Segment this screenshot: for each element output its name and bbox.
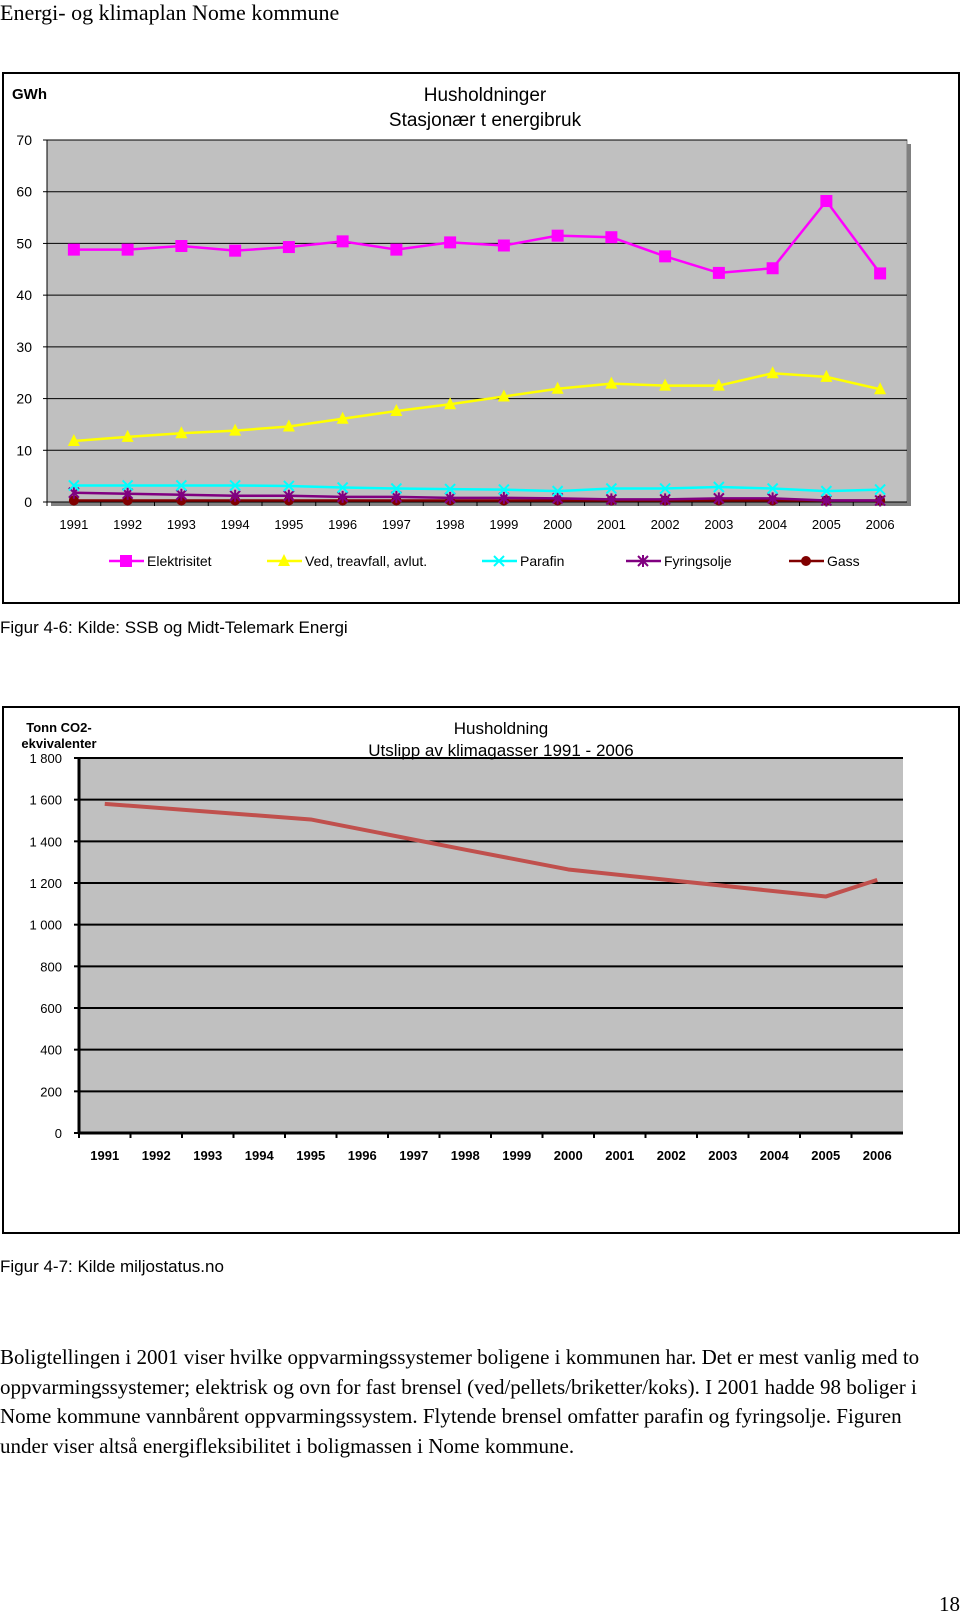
document-header: Energi- og klimaplan Nome kommune [0,0,340,25]
y-tick-label: 1 800 [29,751,62,766]
figure-caption-4-6: Figur 4-6: Kilde: SSB og Midt-Telemark Energi [0,618,348,637]
x-tick-label: 1994 [220,517,250,532]
chart-title: Husholdninger [423,85,547,106]
legend-item [626,553,732,569]
data-point [337,235,349,247]
chart-title: Husholdning [453,719,549,738]
y-tick-label: 600 [40,1001,62,1016]
body-paragraph: Boligtellingen i 2001 viser hvilke oppvarmingssystemer boligene i kommunen har. Det er mest vanlig med to oppvarmingssystemer; elektrisk og ovn for fast brensel (ved/pellets/briketter/koks). I 2001 hadde 98 boliger i Nome kommune vannbårent oppvarmingssystem. Flytende brensel omfatter parafin og fyringsolje. Figuren under viser altså energifleksibilitet i boligmassen i Nome kommune. [0,1345,920,1458]
x-tick-label: 1998 [435,517,465,532]
x-tick-label: 1996 [328,517,358,532]
y-tick-label: 10 [16,442,32,459]
x-tick-label: 1993 [166,517,196,532]
chart-emissions [2,706,960,1234]
y-tick-label: 0 [54,1126,62,1141]
x-tick-label: 2003 [708,1148,738,1163]
x-tick-label: 1998 [450,1148,480,1163]
figure-caption-4-7: Figur 4-7: Kilde miljostatus.no [0,1257,224,1276]
y-tick-label: 30 [16,338,32,355]
data-point [229,245,241,257]
legend-item [482,553,564,569]
x-tick-label: 1995 [274,517,304,532]
x-tick-label: 2006 [862,1148,892,1163]
legend-label: Elektrisitet [147,553,212,569]
legend-item [267,553,427,569]
x-tick-label: 1991 [90,1148,120,1163]
legend-label: Ved, treavfall, avlut. [305,553,428,569]
y-axis-label: GWh [12,86,47,103]
data-point [68,244,80,256]
x-tick-label: 1996 [347,1148,377,1163]
x-tick-label: 2001 [596,517,626,532]
y-tick-label: 40 [16,287,32,304]
y-tick-label: 0 [24,494,32,510]
x-tick-label: 1997 [381,517,411,532]
x-tick-label: 2004 [759,1148,789,1163]
data-point [659,250,671,262]
chart-energy-use-svg [4,74,958,602]
x-tick-label: 2004 [758,517,788,532]
y-tick-label: 60 [16,183,32,200]
data-point [605,231,617,243]
legend-label: Parafin [520,553,565,569]
chart-subtitle: Stasjonær t energibruk [388,110,582,131]
page-number: 18 [939,1592,960,1616]
x-tick-label: 2002 [650,517,680,532]
y-tick-label: 20 [16,390,32,407]
y-axis-label-line2: ekvivalenter [21,736,97,751]
y-axis-label-line1: Tonn CO2- [26,720,92,735]
y-tick-label: 1 200 [29,876,62,891]
x-tick-label: 2001 [605,1148,635,1163]
x-tick-label: 1999 [502,1148,532,1163]
legend-item [109,553,212,569]
legend-marker [801,556,811,566]
x-tick-label: 1997 [399,1148,429,1163]
data-point [767,262,779,274]
x-tick-label: 2000 [543,517,573,532]
x-tick-label: 1991 [59,517,89,532]
y-tick-label: 400 [40,1042,62,1058]
data-point [390,244,402,256]
chart-energy-use [2,72,960,604]
data-point [820,195,832,207]
x-tick-label: 1992 [141,1148,171,1163]
chart-subtitle: Utslipp av klimagasser 1991 - 2006 [368,741,634,760]
data-point [283,241,295,253]
y-tick-label: 70 [16,132,32,148]
data-point [175,240,187,252]
legend-item [789,553,860,569]
data-point [498,239,510,251]
y-tick-label: 1 600 [29,792,62,808]
legend-marker [120,555,132,567]
chart-emissions-svg [4,708,958,1232]
data-point [122,244,134,256]
x-tick-label: 1993 [193,1148,223,1163]
y-tick-label: 1 400 [29,834,62,850]
x-tick-label: 1999 [489,517,519,532]
x-tick-label: 2000 [553,1148,583,1163]
x-tick-label: 2006 [865,517,895,532]
y-tick-label: 1 000 [29,917,62,933]
y-tick-label: 200 [40,1084,62,1100]
data-point [552,230,564,242]
data-point [874,267,886,279]
legend-label: Gass [827,553,860,569]
plot-area [79,758,903,1133]
y-tick-label: 50 [16,235,32,252]
x-tick-label: 1992 [113,517,143,532]
plot-area [47,140,907,502]
legend-label: Fyringsolje [664,553,732,569]
data-point [444,236,456,248]
x-tick-label: 2002 [656,1148,686,1163]
x-tick-label: 1994 [244,1148,274,1163]
x-tick-label: 2005 [811,517,841,532]
x-tick-label: 2005 [811,1148,841,1163]
data-point [713,267,725,279]
x-tick-label: 1995 [296,1148,326,1163]
x-tick-label: 2003 [704,517,734,532]
y-tick-label: 800 [40,959,62,975]
